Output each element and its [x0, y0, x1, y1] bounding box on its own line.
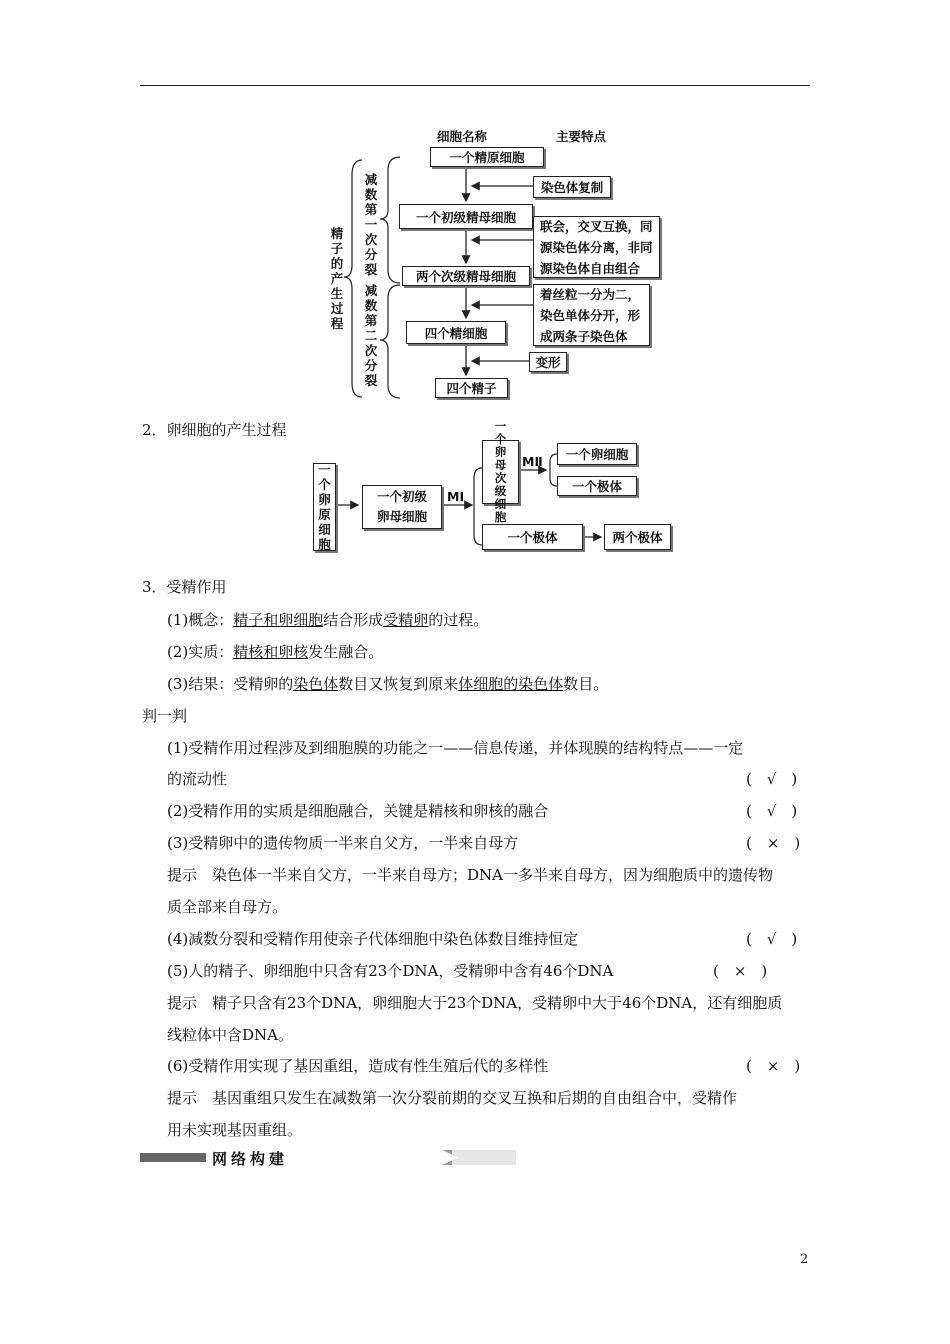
tip-6: 提示 基因重组只发生在减数第一次分裂前期的交叉互换和后期的自由组合中，受精作: [167, 1089, 738, 1107]
oogonium-box: 一个卵原细胞: [313, 463, 336, 551]
question-6: (6)受精作用实现了基因重组，造成有性生殖后代的多样性: [167, 1057, 549, 1075]
text: (1)概念：: [167, 611, 234, 629]
question-2: (2)受精作用的实质是细胞融合，关键是精核和卵核的融合: [167, 802, 549, 820]
feature-centromere-line: 成两条子染色体: [540, 328, 628, 344]
tip-3: 提示 染色体一半来自父方，一半来自母方；DNA一多半来自母方，因为细胞质中的遗传物: [167, 866, 773, 884]
meiosis2-tag: MⅡ: [522, 454, 543, 469]
egg-heading: 2．卵细胞的产生过程: [142, 421, 287, 439]
answer-4: ( √ ): [746, 930, 798, 948]
judge-title: 判一判: [142, 707, 188, 725]
tip-3-cont: 质全部来自母方。: [167, 898, 288, 916]
fert-heading: 3．受精作用: [142, 578, 227, 596]
two-polar-bodies-box: 两个极体: [604, 524, 671, 550]
primary-oocyte-line: 一个初级: [376, 489, 427, 504]
answer-2: ( √ ): [746, 802, 798, 820]
text: (3)结果：受精卵的: [167, 675, 294, 693]
feature-synapsis-line: 联会，交叉互换，同: [540, 218, 653, 234]
text: 数目又恢复到原来: [338, 675, 459, 693]
question-3: (3)受精卵中的遗传物质一半来自父方，一半来自母方: [167, 834, 519, 852]
tip-6-cont: 用未实现基因重组。: [167, 1121, 303, 1139]
page-number: 2: [800, 1252, 809, 1267]
cell-sperm: 四个精子: [435, 378, 508, 398]
secondary-oocyte-box: 一个卵母次级细胞: [482, 440, 519, 504]
banner-bar-shape: [140, 1150, 516, 1165]
blank-answer: 染色体: [293, 675, 339, 693]
answer-5: ( × ): [713, 962, 768, 980]
blank-answer: 精核和卵核: [233, 643, 309, 661]
text: 结合形成: [323, 611, 384, 629]
primary-oocyte-box: [362, 485, 442, 529]
sperm-process-label: 精子的产生过程: [330, 226, 344, 331]
feature-centromere-split: [533, 284, 650, 346]
meiosis1-label: 减数第一次分裂: [364, 172, 378, 277]
feature-chromosome-replication: 染色体复制: [533, 176, 611, 198]
section-banner: [140, 1150, 516, 1168]
banner-title: 网络构建: [212, 1150, 289, 1168]
blank-answer: 体细胞的染色体: [458, 675, 564, 693]
polar-body-box-b: 一个极体: [482, 524, 583, 550]
question-1: (1)受精作用过程涉及到细胞膜的功能之一——信息传递，并体现膜的结构特点——一定: [167, 739, 744, 757]
tip-5: 提示 精子只含有23个DNA，卵细胞大于23个DNA，受精卵中大于46个DNA，还有细胞质: [167, 994, 783, 1012]
tip-5-cont: 线粒体中含DNA。: [167, 1026, 293, 1044]
primary-oocyte-line: 卵母细胞: [376, 509, 427, 524]
feature-centromere-line: 染色单体分开，形: [540, 307, 641, 323]
text: (2)实质：: [167, 643, 234, 661]
feature-deformation: 变形: [529, 352, 567, 372]
question-5: (5)人的精子、卵细胞中只含有23个DNA，受精卵中含有46个DNA: [167, 962, 614, 980]
header-cell-name: 细胞名称: [437, 129, 488, 144]
question-1-cont: 的流动性: [167, 770, 228, 788]
feature-synapsis: [533, 216, 660, 278]
blank-answer: 受精卵: [383, 611, 429, 629]
polar-body-box-a: 一个极体: [557, 476, 637, 496]
question-4: (4)减数分裂和受精作用使亲子代体细胞中染色体数目维持恒定: [167, 930, 579, 948]
cell-secondary-spermatocyte: 两个次级精母细胞: [402, 266, 530, 286]
meiosis2-label: 减数第二次分裂: [364, 283, 378, 388]
text: 的过程。: [428, 611, 489, 629]
answer-3: ( × ): [746, 834, 801, 852]
blank-answer: 精子和卵细胞: [233, 611, 324, 629]
fert-result: [167, 673, 608, 694]
egg-cell-box: 一个卵细胞: [557, 443, 637, 465]
text: 数目。: [563, 675, 609, 693]
cell-spermatid: 四个精细胞: [406, 321, 506, 344]
header-main-feature: 主要特点: [556, 129, 607, 144]
answer-1: ( √ ): [746, 770, 798, 788]
answer-6: ( × ): [746, 1057, 801, 1075]
meiosis1-tag: MⅠ: [447, 489, 465, 504]
feature-synapsis-line: 源染色体分离，非同: [540, 239, 653, 255]
fert-concept: [167, 609, 488, 630]
cell-primary-spermatocyte: 一个初级精母细胞: [399, 204, 533, 229]
feature-centromere-line: 着丝粒一分为二，: [540, 286, 641, 302]
cell-spermatogonium: 一个精原细胞: [430, 147, 544, 167]
feature-synapsis-line: 源染色体自由组合: [540, 260, 641, 276]
fert-essence: [167, 641, 383, 662]
text: 发生融合。: [308, 643, 384, 661]
